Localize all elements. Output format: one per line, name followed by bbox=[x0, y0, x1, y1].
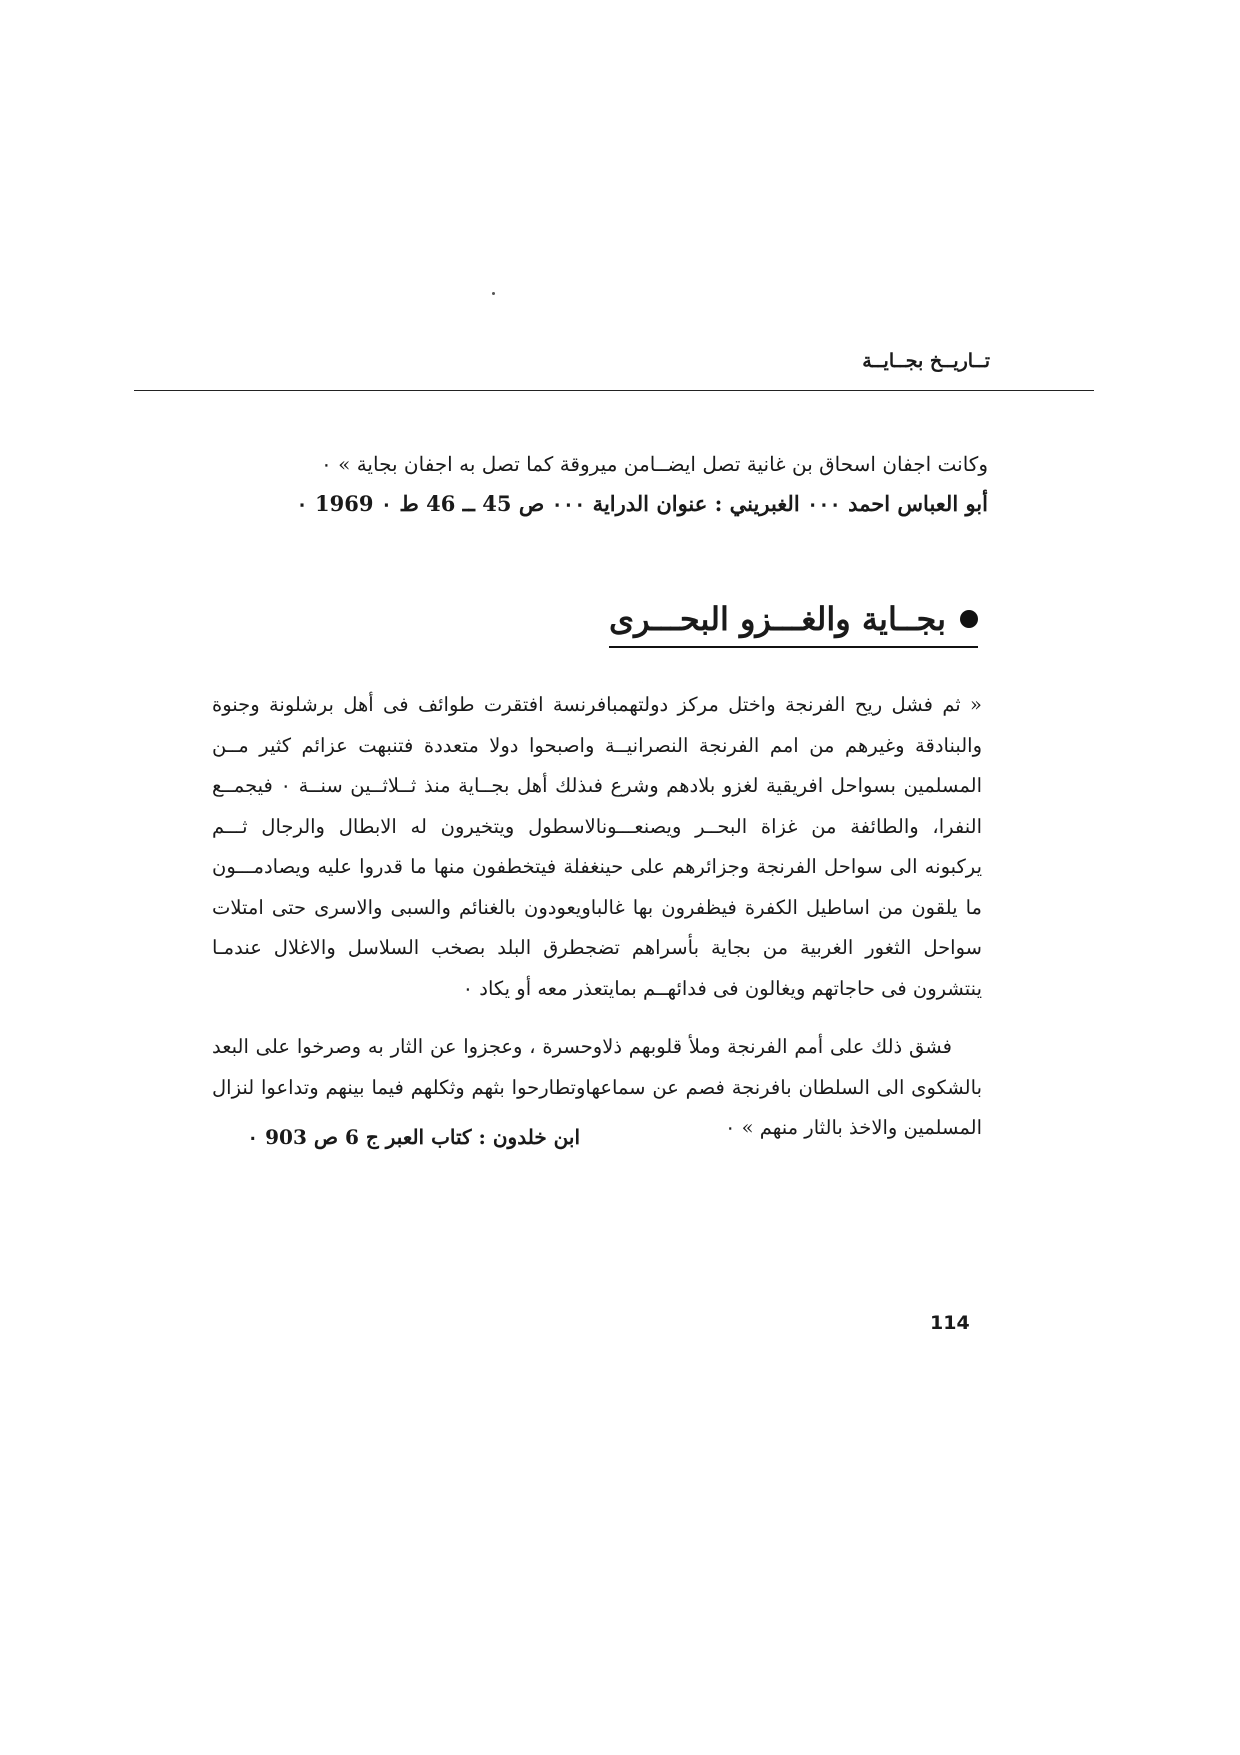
section-heading bbox=[609, 600, 978, 648]
paragraph-1 bbox=[212, 685, 982, 1009]
page-number: 114 bbox=[930, 1312, 970, 1334]
text-line: بالشكوى الى السلطان بافرنجة فصم عن سماعهاوتطارحوا بثهم وثكلهم فيما بينهم وتداعوا لنزال bbox=[212, 1075, 982, 1099]
text-line: النفرا، والطائفة من غزاة البحــر ويصنعـــونالاسطول ويتخيرون له الابطال والرجال ثـــم bbox=[212, 814, 982, 838]
text-line: « ثم فشل ريح الفرنجة واختل مركز دولتهمبافرنسة افتقرت طوائف فى أهل برشلونة وجنوة bbox=[212, 693, 982, 716]
text-line: المسلمين بسواحل افريقية لغزو بلادهم وشرع فىذلك أهل بجــاية منذ ثــلاثــين سنــة ٠ فيجمــع bbox=[212, 774, 982, 797]
text-line: يركبونه الى سواحل الفرنجة وجزائرهم على حينغفلة فيتخطفون منها ما قدروا عليه ويصادمـــون bbox=[212, 855, 982, 878]
text-line: ما يلقون من اساطيل الكفرة فيظفرون بها غالباويعودون بالغنائم والسبى والاسرى حتى امتلات bbox=[212, 895, 982, 919]
section-title: بجــاية والغـــزو البحـــرى bbox=[609, 600, 946, 638]
header-rule bbox=[134, 390, 1094, 391]
quote-block bbox=[288, 444, 988, 524]
quote-text: وكانت اجفان اسحاق بن غانية تصل ايضــامن ميروقة كما تصل به اجفان بجاية » ٠ bbox=[321, 452, 988, 476]
text-line: المسلمين والاخذ بالثار منهم » ٠ bbox=[725, 1116, 982, 1139]
scan-speck bbox=[492, 292, 495, 295]
text-line: ينتشرون فى حاجاتهم ويغالون فى فدائهــم بمايتعذر معه أو يكاد ٠ bbox=[462, 976, 982, 1000]
text-line: والبنادقة وغيرهم من امم الفرنجة النصرانيــة واصبحوا دولا متعددة فتنبهت عزائم كثير مــن bbox=[212, 733, 982, 757]
text-line: فشق ذلك على أمم الفرنجة وملأ قلوبهم ذلاوحسرة ، وعجزوا عن الثار به وصرخوا على البعد bbox=[212, 1035, 952, 1058]
text-line: سواحل الثغور الغربية من بجاية بأسراهم تضجطرق البلد بصخب السلاسل والاغلال عندمـا bbox=[212, 936, 982, 959]
body-text bbox=[212, 685, 982, 1149]
bullet-icon bbox=[960, 610, 978, 628]
source-citation: ابن خلدون : كتاب العبر ج 6 ص 903 ٠ bbox=[247, 1125, 580, 1149]
quote-citation: أبو العباس احمد ٠٠٠ الغبريني : عنوان الدراية ٠٠٠ ص 45 ــ 46 ط ٠ 1969 ٠ bbox=[296, 491, 988, 516]
running-head: تــاريــخ بجــايــة bbox=[862, 350, 990, 372]
